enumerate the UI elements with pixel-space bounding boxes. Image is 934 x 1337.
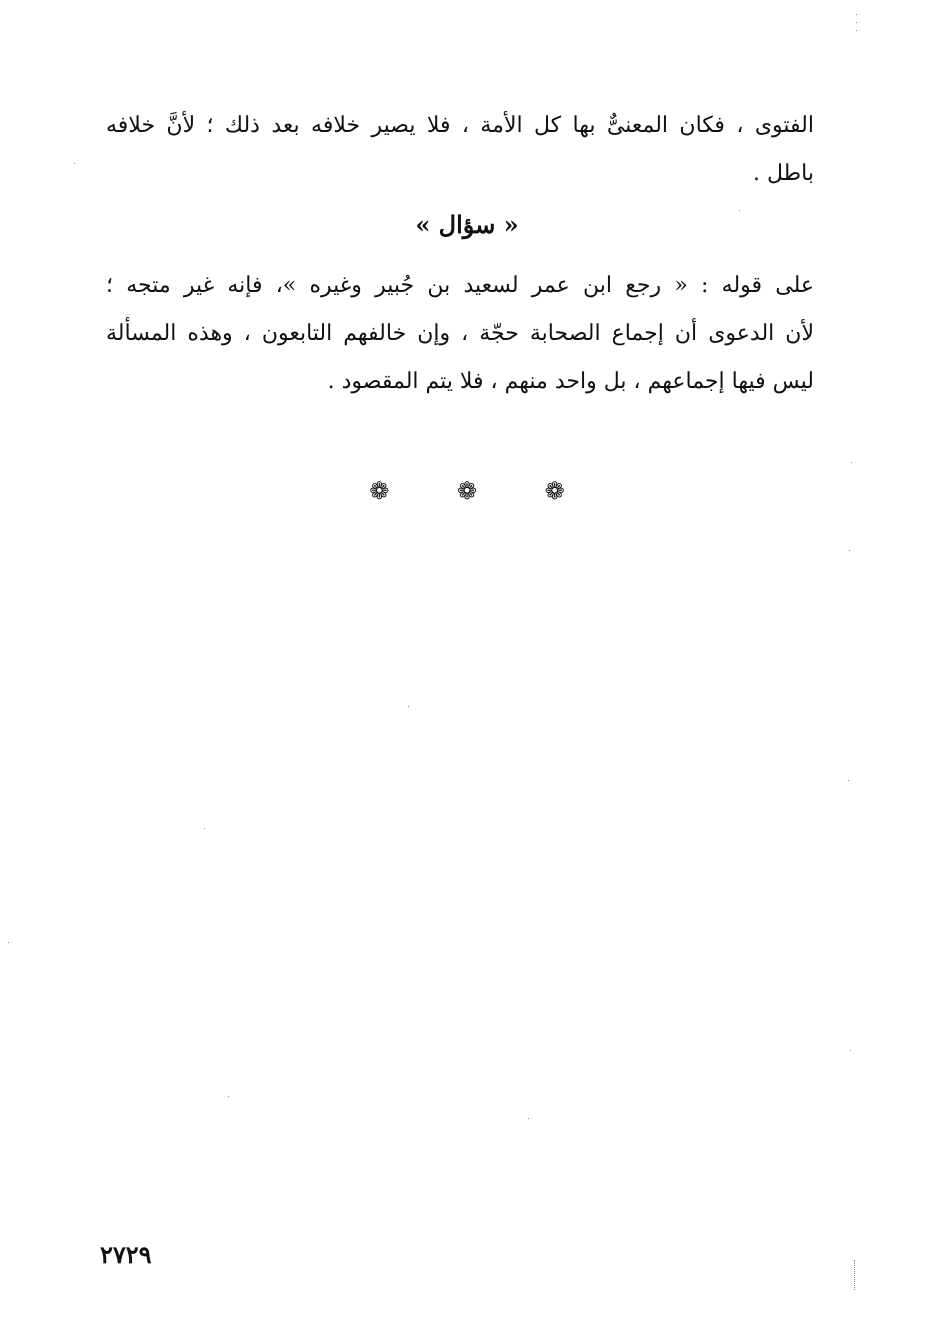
page-number: ٢٧٢٩ <box>100 1240 152 1269</box>
scan-speck <box>856 14 857 15</box>
section-heading: « سؤال » <box>415 210 519 239</box>
paragraph-question <box>106 262 814 406</box>
scan-speck <box>8 942 9 943</box>
paragraph-continuation <box>106 102 814 198</box>
scan-speck <box>204 828 205 829</box>
section-separator: ❁ ❁ ❁ <box>369 477 595 505</box>
scan-speck <box>74 163 75 164</box>
scan-speck <box>848 780 849 781</box>
scan-speck <box>849 550 850 551</box>
paragraph-line: الفتوى ، فكان المعنىٌّ بها كل الأمة ، فلا يصير خلافه بعد ذلك ؛ لأنَّ خلافه <box>106 113 814 138</box>
paragraph-line: باطل . <box>753 161 814 186</box>
scan-speck <box>851 462 852 463</box>
scan-edge-marks <box>854 1260 856 1290</box>
scan-speck <box>850 1050 851 1051</box>
scan-speck <box>408 706 409 707</box>
scan-speck <box>739 210 740 211</box>
scan-speck <box>228 1096 229 1097</box>
paragraph-line: لأن الدعوى أن إجماع الصحابة حجّة ، وإن خالفهم التابعون ، وهذه المسألة <box>106 321 814 346</box>
scan-speck <box>856 22 857 23</box>
paragraph-line: على قوله : « رجع ابن عمر لسعيد بن جُبير وغيره »، فإنه غير متجه ؛ <box>106 273 814 298</box>
scan-speck <box>856 30 857 31</box>
paragraph-line: ليس فيها إجماعهم ، بل واحد منهم ، فلا يتم المقصود . <box>327 369 814 394</box>
scan-speck <box>528 1118 529 1119</box>
